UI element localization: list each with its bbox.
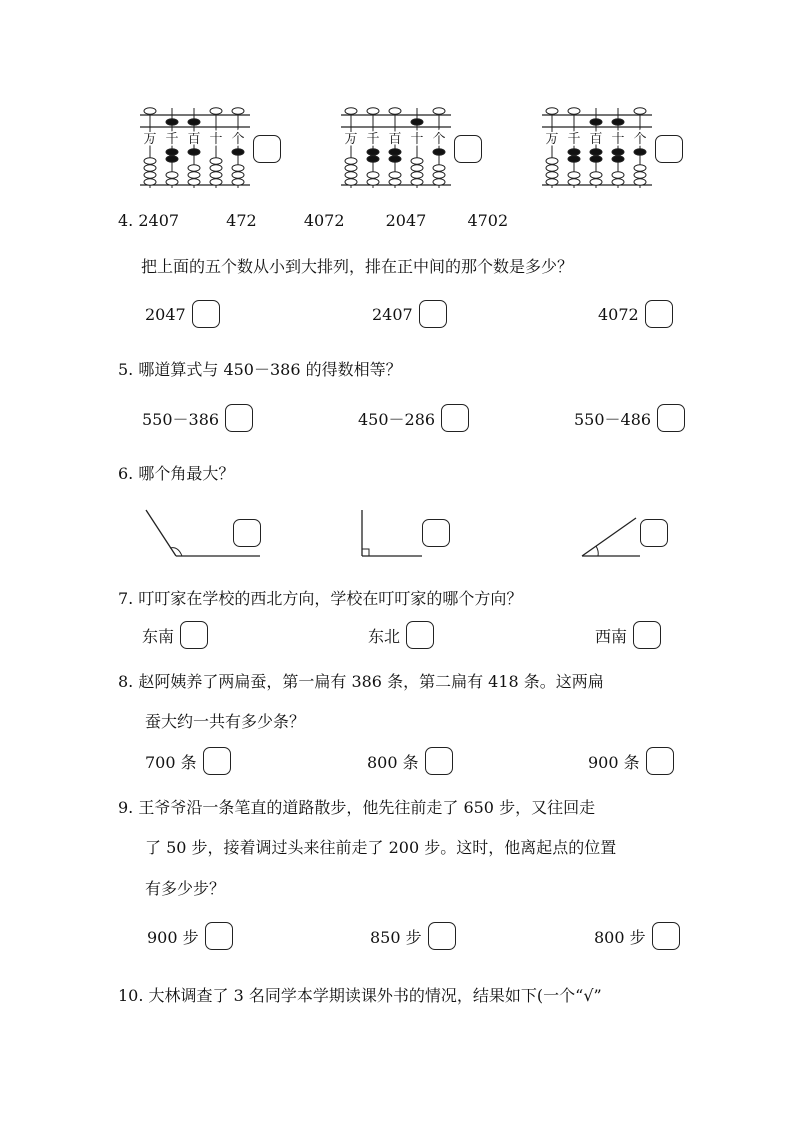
number-2: 472 xyxy=(226,211,257,230)
number-5: 4702 xyxy=(467,211,509,230)
option-label: 东南 xyxy=(142,626,175,646)
answer-box[interactable] xyxy=(203,747,231,775)
lower-bead xyxy=(389,172,401,179)
lower-bead xyxy=(612,172,624,179)
upper-bead xyxy=(232,108,244,115)
question-6-text xyxy=(118,461,234,484)
upper-bead xyxy=(612,119,624,126)
lower-bead xyxy=(389,149,401,156)
lower-bead xyxy=(546,172,558,179)
lower-bead xyxy=(367,156,379,163)
lower-bead xyxy=(144,172,156,179)
lower-bead xyxy=(590,156,602,163)
option-label: 900 步 xyxy=(147,927,199,947)
lower-bead xyxy=(411,158,423,165)
question-8-line-2: 蚕大约一共有多少条？ xyxy=(145,712,306,731)
place-label: 百 xyxy=(589,132,603,147)
option-label: 800 步 xyxy=(594,927,646,947)
question-8-text xyxy=(118,669,604,692)
question-9-number: 9. xyxy=(118,798,134,817)
place-label: 万 xyxy=(344,132,358,147)
place-label: 千 xyxy=(567,132,581,147)
option-label: 850 步 xyxy=(370,927,422,947)
option-label: 4072 xyxy=(598,304,639,324)
place-label: 千 xyxy=(165,132,179,147)
upper-bead xyxy=(367,108,379,115)
lower-bead xyxy=(590,179,602,186)
lower-bead xyxy=(389,156,401,163)
lower-bead xyxy=(345,165,357,172)
place-label: 个 xyxy=(432,132,446,147)
obtuse-angle-answer-box[interactable] xyxy=(233,519,261,551)
number-4: 2047 xyxy=(385,211,427,230)
lower-bead xyxy=(367,172,379,179)
lower-bead xyxy=(188,172,200,179)
lower-bead xyxy=(411,172,423,179)
answer-box[interactable] xyxy=(192,300,220,328)
option-label: 550－386 xyxy=(142,409,220,429)
question-7-option-c[interactable] xyxy=(595,621,661,649)
lower-bead xyxy=(367,179,379,186)
lower-bead xyxy=(210,158,222,165)
option-label: 西南 xyxy=(595,626,628,646)
lower-bead xyxy=(188,165,200,172)
question-9-line-2: 了 50 步，接着调过头来往前走了 200 步。这时，他离起点的位置 xyxy=(145,838,617,857)
option-label: 700 条 xyxy=(145,752,197,772)
place-label: 万 xyxy=(143,132,157,147)
answer-box[interactable] xyxy=(205,922,233,950)
answer-box[interactable] xyxy=(645,300,673,328)
lower-bead xyxy=(232,172,244,179)
upper-bead xyxy=(546,108,558,115)
question-4-option-b[interactable] xyxy=(372,300,447,328)
lower-bead xyxy=(634,149,646,156)
lower-bead xyxy=(389,179,401,186)
lower-bead xyxy=(546,179,558,186)
question-9-option-a[interactable] xyxy=(147,922,233,950)
lower-bead xyxy=(568,156,580,163)
place-label: 千 xyxy=(366,132,380,147)
upper-bead xyxy=(433,108,445,115)
question-5-number: 5. xyxy=(118,360,134,379)
lower-bead xyxy=(166,156,178,163)
question-5-body: 哪道算式与 450－386 的得数相等？ xyxy=(138,360,402,379)
question-6-number: 6. xyxy=(118,464,134,483)
lower-bead xyxy=(144,158,156,165)
lower-bead xyxy=(590,172,602,179)
abacus-1-drawing xyxy=(138,106,254,190)
lower-bead xyxy=(433,165,445,172)
question-4-option-a[interactable] xyxy=(145,300,220,328)
answer-box[interactable] xyxy=(652,922,680,950)
question-9-option-b[interactable] xyxy=(370,922,456,950)
place-label: 十 xyxy=(611,132,625,147)
question-4-text: 把上面的五个数从小到大排列，排在正中间的那个数是多少？ xyxy=(141,257,574,276)
lower-bead xyxy=(433,179,445,186)
upper-bead xyxy=(634,108,646,115)
option-label: 450－286 xyxy=(358,409,436,429)
answer-box[interactable] xyxy=(441,404,469,432)
lower-bead xyxy=(411,179,423,186)
option-label: 550－486 xyxy=(574,409,652,429)
lower-bead xyxy=(166,179,178,186)
question-8-line-1: 赵阿姨养了两扁蚕，第一扁有 386 条，第二扁有 418 条。这两扁 xyxy=(138,672,604,691)
question-4-numbers xyxy=(118,211,508,230)
lower-bead xyxy=(634,165,646,172)
question-7-option-a[interactable] xyxy=(142,621,208,649)
lower-bead xyxy=(144,179,156,186)
question-7-number: 7. xyxy=(118,589,134,608)
question-5-option-b[interactable] xyxy=(358,404,469,432)
question-7-body: 叮叮家在学校的西北方向，学校在叮叮家的哪个方向？ xyxy=(138,589,523,608)
lower-bead xyxy=(166,172,178,179)
upper-bead xyxy=(590,119,602,126)
option-label: 900 条 xyxy=(588,752,640,772)
lower-bead xyxy=(210,179,222,186)
lower-bead xyxy=(210,172,222,179)
question-10-text xyxy=(118,983,602,1006)
question-7-option-b[interactable] xyxy=(368,621,434,649)
question-4-number: 4. xyxy=(118,211,134,230)
question-8-option-a[interactable] xyxy=(145,747,231,775)
lower-bead xyxy=(144,165,156,172)
question-8-option-c[interactable] xyxy=(588,747,674,775)
right-angle-figure xyxy=(358,508,428,564)
lower-bead xyxy=(433,149,445,156)
question-8-number: 8. xyxy=(118,672,134,691)
abacus-1 xyxy=(138,106,254,190)
lower-bead xyxy=(634,179,646,186)
upper-bead xyxy=(568,108,580,115)
upper-bead xyxy=(389,108,401,115)
lower-bead xyxy=(612,149,624,156)
answer-box[interactable] xyxy=(419,300,447,328)
lower-bead xyxy=(188,179,200,186)
lower-bead xyxy=(345,172,357,179)
place-label: 个 xyxy=(633,132,647,147)
lower-bead xyxy=(232,149,244,156)
lower-bead xyxy=(546,165,558,172)
lower-bead xyxy=(210,165,222,172)
question-7-text xyxy=(118,586,522,609)
question-10-number: 10. xyxy=(118,986,144,1005)
lower-bead xyxy=(345,179,357,186)
lower-bead xyxy=(232,165,244,172)
option-label: 800 条 xyxy=(367,752,419,772)
lower-bead xyxy=(568,179,580,186)
question-5-option-c[interactable] xyxy=(574,404,685,432)
question-6-body: 哪个角最大？ xyxy=(138,464,235,483)
answer-box[interactable] xyxy=(633,621,661,649)
lower-bead xyxy=(590,149,602,156)
lower-bead xyxy=(345,158,357,165)
question-8-option-b[interactable] xyxy=(367,747,453,775)
upper-bead xyxy=(188,119,200,126)
question-9-line-1: 王爷爷沿一条笔直的道路散步，他先往前走了 650 步，又往回走 xyxy=(138,798,596,817)
answer-box[interactable] xyxy=(425,747,453,775)
abacus-3-drawing xyxy=(540,106,656,190)
right-angle-answer-box[interactable] xyxy=(422,519,450,551)
abacus-2 xyxy=(339,106,455,190)
question-5-option-a[interactable] xyxy=(142,404,253,432)
question-9-line-3: 有多少步？ xyxy=(145,879,226,898)
lower-bead xyxy=(612,179,624,186)
answer-box[interactable] xyxy=(657,404,685,432)
lower-bead xyxy=(433,172,445,179)
lower-bead xyxy=(568,172,580,179)
upper-bead xyxy=(166,119,178,126)
place-label: 十 xyxy=(209,132,223,147)
place-label: 十 xyxy=(410,132,424,147)
abacus-3 xyxy=(540,106,656,190)
abacus-1-answer-box[interactable] xyxy=(253,135,281,167)
acute-angle-figure xyxy=(578,508,648,564)
option-label: 2407 xyxy=(372,304,413,324)
lower-bead xyxy=(367,149,379,156)
upper-bead xyxy=(144,108,156,115)
place-label: 个 xyxy=(231,132,245,147)
abacus-2-answer-box[interactable] xyxy=(454,135,482,167)
number-1: 2407 xyxy=(138,211,180,230)
lower-bead xyxy=(232,179,244,186)
lower-bead xyxy=(568,149,580,156)
lower-bead xyxy=(546,158,558,165)
answer-box[interactable] xyxy=(646,747,674,775)
lower-bead xyxy=(634,172,646,179)
place-label: 百 xyxy=(388,132,402,147)
question-9-text xyxy=(118,795,595,818)
question-4-option-c[interactable] xyxy=(598,300,673,328)
question-9-option-c[interactable] xyxy=(594,922,680,950)
upper-bead xyxy=(210,108,222,115)
question-10-body: 大林调查了 3 名同学本学期读课外书的情况，结果如下(一个“√” xyxy=(148,986,602,1005)
number-3: 4072 xyxy=(303,211,345,230)
abacus-2-drawing xyxy=(339,106,455,190)
lower-bead xyxy=(188,149,200,156)
answer-box[interactable] xyxy=(428,922,456,950)
answer-box[interactable] xyxy=(225,404,253,432)
abacus-3-answer-box[interactable] xyxy=(655,135,683,167)
answer-box[interactable] xyxy=(406,621,434,649)
lower-bead xyxy=(612,156,624,163)
option-label: 东北 xyxy=(368,626,401,646)
option-label: 2047 xyxy=(145,304,186,324)
lower-bead xyxy=(411,165,423,172)
upper-bead xyxy=(345,108,357,115)
lower-bead xyxy=(166,149,178,156)
question-5-text xyxy=(118,357,402,380)
answer-box[interactable] xyxy=(180,621,208,649)
place-label: 万 xyxy=(545,132,559,147)
place-label: 百 xyxy=(187,132,201,147)
acute-angle-answer-box[interactable] xyxy=(640,519,668,551)
upper-bead xyxy=(411,119,423,126)
